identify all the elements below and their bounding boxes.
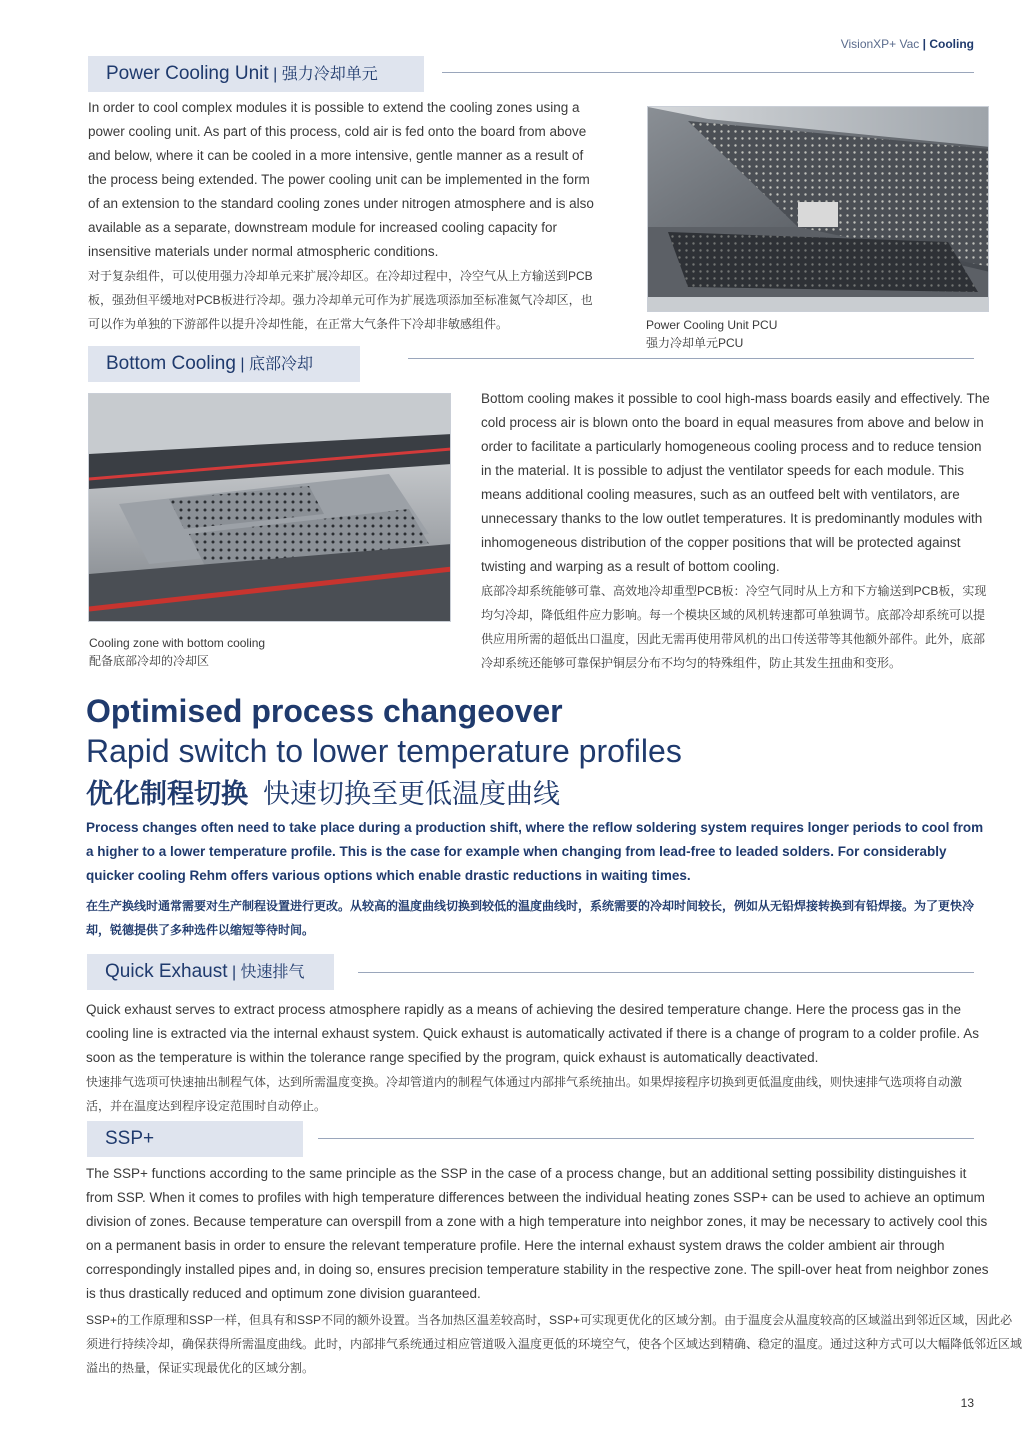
section-header-bottom-cooling (88, 346, 360, 382)
section-title-separator: | (235, 356, 249, 373)
quick-text-en: Quick exhaust serves to extract process atmosphere rapidly as a means of achieving the desired temperature change. Here the process gas in the cooling line is extracted via the internal exhaust system. Quick exhaust is automatically activated if there is a change of program to a colder profile. As soon as the temperature is within the tolerance range specified by the program, quick exhaust is automatically deactivated. (86, 1002, 979, 1065)
headline-main: Optimised process changeover (86, 693, 563, 729)
section-title-zh: 快速排气 (240, 964, 305, 981)
intro-text-en: Process changes often need to take place during a production shift, where the reflow soldering system requires longer periods to cool from a higher to a lower temperature profile. This is the case for example when changing from lead-free to leaded solders. For considerably quicker cooling Rehm offers various options which enable drastic reductions in waiting times. (86, 820, 984, 883)
pcu-caption-en: Power Cooling Unit PCU (646, 318, 778, 332)
section-title-separator: | (227, 964, 241, 981)
headline-sub: Rapid switch to lower temperature profiles (86, 733, 682, 769)
bottom-caption-en: Cooling zone with bottom cooling (89, 636, 266, 650)
headline-zh (86, 774, 560, 814)
bottom-caption-zh: 配备底部冷却的冷却区 (89, 654, 210, 668)
running-head-separator: | (919, 37, 930, 51)
headline-zh-bold: 优化制程切换 (86, 779, 248, 809)
section-title-en: Power Cooling Unit (106, 63, 269, 84)
pcu-caption (646, 316, 777, 352)
ssp-text-en: The SSP+ functions according to the same principle as the SSP in the case of a process change, but an additional setting possibility distinguishes it from SSP. When it comes to profiles with high temperature differences between the individual heating zones SSP+ can be used to achieve an optimum division of zones. Because temperature can overspill from a zone with a high temperature into neighbor zones, it may be necessary to actively cool this on a permanent basis in order to ensure the relevant temperature profile. Here the internal exhaust system draws the colder ambient air through correspondingly installed pipes and, in doing so, ensures precision temperature stability in the respective zone. The spill-over heat from neighbor zones is thus drastically reduced and optimum zone division guaranteed. (86, 1166, 989, 1301)
bottom-text-en: Bottom cooling makes it possible to cool high-mass boards easily and effectively. The cold process air is blown onto the board in equal measures from above and below in order to facilitate a particularly homogeneous cooling process and to reduce tension in the material. It is possible to adjust the ventilator speeds for each module. This means additional cooling measures, such as an outfeed belt with ventilators, are unnecessary thanks to the low outlet temperatures. It is predominantly modules with inhomogeneous distribution of the copper positions that will be protected against twisting and warping as a result of bottom cooling. (481, 391, 990, 574)
running-head (841, 37, 974, 51)
bottom-cooling-photo (88, 393, 451, 622)
pcu-text-en: In order to cool complex modules it is possible to extend the cooling zones using a power cooling unit. As part of this process, cold air is fed onto the board from above and below, where it can be cooled in a more intensive, gentle manner as a result of the process being extended. The power cooling unit can be implemented in the form of an extension to the standard cooling zones under nitrogen atmosphere and is also available as a separate, downstream module for increased cooling capacity for insensitive materials under normal atmospheric conditions. (88, 100, 594, 259)
bottom-cooling-illustration (89, 394, 451, 622)
section-title-zh: 底部冷却 (248, 356, 313, 373)
section-rule (318, 1138, 974, 1139)
bottom-text-zh: 底部冷却系统能够可靠、高效地冷却重型PCB板：冷空气同时从上方和下方输送到PCB板，实现均匀冷却，降低组件应力影响。每一个模块区域的风机转速都可单独调节。底部冷却系统可以提供应用所需的超低出口温度，因此无需再使用带风机的出口传送带等其他额外部件。此外，底部冷却系统还能够可靠保护铜层分布不均匀的特殊组件，防止其发生扭曲和变形。 (481, 584, 987, 670)
headline-zh-regular: 快速切换至更低温度曲线 (263, 779, 561, 809)
intro-text-zh: 在生产换线时通常需要对生产制程设置进行更改。从较高的温度曲线切换到较低的温度曲线时，系统需要的冷却时间较长，例如从无铅焊接转换到有铅焊接。为了更快冷却，锐德提供了多种选件以缩短等待时间。 (86, 899, 975, 937)
running-head-section: Cooling (929, 37, 974, 51)
section-header-quick-exhaust (87, 954, 334, 990)
bottom-caption (89, 634, 265, 670)
section-rule (408, 358, 974, 359)
section-header-ssp (87, 1121, 303, 1157)
section-rule (358, 972, 974, 973)
ssp-text-zh: SSP+的工作原理和SSP一样，但具有和SSP不同的额外设置。当各加热区温差较高时，SSP+可实现更优化的区域分割。由于温度会从温度较高的区域溢出到邻近区域，因此必须进行持续冷却，确保获得所需温度曲线。此时，内部排气系统通过相应管道吸入温度更低的环境空气，使各个区域达到精确、稳定的温度。通过这种方式可以大幅降低邻近区域溢出的热量，保证实现最优化的区域分割。 (86, 1313, 1023, 1375)
page-number: 13 (960, 1396, 974, 1410)
section-title-zh: 强力冷却单元 (281, 66, 378, 83)
section-title-en: Bottom Cooling (106, 353, 236, 374)
power-cooling-unit-illustration (648, 107, 989, 312)
section-rule (442, 72, 974, 73)
pcu-text-zh: 对于复杂组件，可以使用强力冷却单元来扩展冷却区。在冷却过程中，冷空气从上方输送到PCB板，强劲但平缓地对PCB板进行冷却。强力冷却单元可作为扩展选项添加至标准氮气冷却区，也可以作为单独的下游部件以提升冷却性能，在正常大气条件下冷却非敏感组件。 (88, 269, 593, 331)
pcu-caption-zh: 强力冷却单元PCU (646, 336, 744, 350)
section-title-en: SSP+ (105, 1128, 155, 1149)
running-head-product: VisionXP+ Vac (840, 37, 920, 51)
section-title-en: Quick Exhaust (105, 961, 228, 982)
power-cooling-unit-photo (647, 106, 989, 312)
quick-text-zh: 快速排气选项可快速抽出制程气体，达到所需温度变换。冷却管道内的制程气体通过内部排气系统抽出。如果焊接程序切换到更低温度曲线，则快速排气选项将自动激活，并在温度达到程序设定范围时自动停止。 (86, 1075, 963, 1113)
section-header-power-cooling (88, 56, 424, 92)
section-title-separator: | (268, 66, 282, 83)
